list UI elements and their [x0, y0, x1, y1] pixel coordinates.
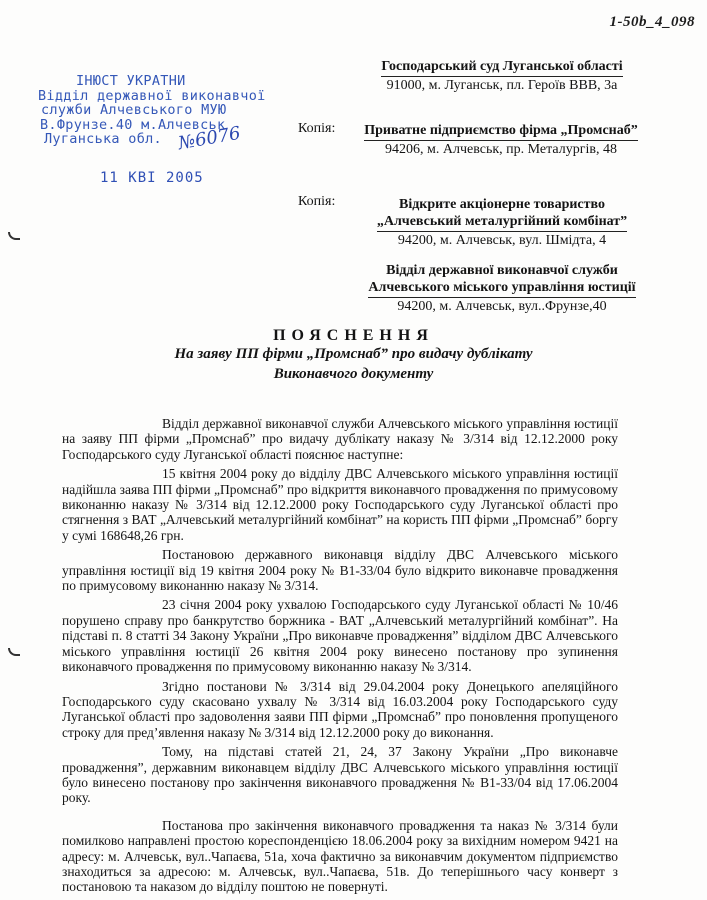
- stamp-date: 11 КВІ 2005: [100, 170, 204, 186]
- body-paragraph: Постановою державного виконавця відділу ДВС Алчевського міського управління юстиції від 19 квітня 2004 року № В1-33/04 було відкрито виконавче провадження по примусовому виконанню наказу № 3/314.: [62, 547, 618, 594]
- stamp-registration-number: №6076: [176, 122, 243, 155]
- stamp-line-3: служби Алчевського МУЮ: [41, 102, 227, 118]
- copy-label: Копія:: [298, 194, 336, 209]
- body-paragraph: Тому, на підставі статей 21, 24, 37 Закону України „Про виконавче провадження”, державним виконавцем відділу ДВС Алчевського міського управління юстиції було винесено постанову про закінчення виконавчого провадження № В1-33/04 від 17.06.2004 року.: [62, 744, 618, 806]
- copy-label: Копія:: [298, 121, 336, 136]
- document-subtitle: На заяву ПП фірми „Промснаб” про видачу дублікату: [174, 346, 533, 362]
- document-title: ПОЯСНЕННЯ: [273, 327, 434, 344]
- body-paragraph: 23 січня 2004 року ухвалою Господарського суду Луганської області № 10/46 порушено справу про банкрутство боржника - ВАТ „Алчевський металургійний комбінат”. На підставі п. 8 статті 34 Закону України „Про виконавче провадження” відділом ДВС Алчевського міського управління юстиції 26 квітня 2004 року винесено постанову про зупинення виконавчого провадження по примусовому виконанню наказу № 3/314.: [62, 597, 618, 675]
- recipient-address: 94200, м. Алчевськ, вул..Фрунзе,40: [397, 299, 607, 314]
- recipient-address: 94206, м. Алчевськ, пр. Металургів, 48: [385, 142, 617, 157]
- document-id: 1-50b_4_098: [609, 14, 695, 30]
- recipient-name: Приватне підприємство фірма „Промснаб”: [364, 122, 638, 141]
- recipient-name-line: Відділ державної виконавчої служби: [386, 263, 618, 278]
- document-body: [62, 416, 618, 899]
- recipient-promsnab: [348, 122, 654, 158]
- punch-hole-mark: [8, 232, 20, 240]
- stamp-line-4: В.Фрунзе.40 м.Алчевськ: [40, 116, 226, 133]
- recipient-amk: [352, 196, 652, 249]
- stamp-line-2: Відділ державної виконавчої: [38, 87, 266, 104]
- recipient-court: [352, 58, 652, 94]
- body-paragraph: 15 квітня 2004 року до відділу ДВС Алчевського міського управління юстиції надійшла заява ПП фірми „Промснаб” про відкриття виконавчого провадження по примусовому виконанню наказу № 3/314 від 12.12.2000 року Господарського суду Луганської області про стягнення з ВАТ „Алчевський металургійний комбінат” на користь ПП фірми „Промснаб” боргу у сумі 168648,26 грн.: [62, 466, 618, 543]
- stamp-line-5: Луганська обл.: [44, 131, 162, 147]
- recipient-name: Господарський суд Луганської області: [381, 58, 622, 77]
- body-paragraph: Згідно постанови № 3/314 від 29.04.2004 року Донецького апеляційного Господарського суду скасовано ухвалу № 3/314 від 16.03.2004 року Господарського суду Луганської області про задоволення заяви ПП фірми „Промснаб” про поновлення пропущеного строку для пред’явлення наказу № 3/314 від 12.12.2000 року до виконання.: [62, 678, 618, 740]
- stamp-line-1: ІНЮСТ УКРАТНИ: [76, 73, 186, 89]
- recipient-name-line: „Алчевський металургійний комбінат”: [377, 213, 627, 232]
- recipient-name-line: Алчевського міського управління юстиції: [368, 279, 635, 298]
- body-paragraph: Постанова про закінчення виконавчого провадження та наказ № 3/314 були помилково направлені простою кореспонденцією 18.06.2004 року за вихідним номером 9421 на адресу: м. Алчевськ, вул..Чапаєва, 51а, хоча фактично за виконавчим документом підприємство знаходиться за адресою: м. Алчевськ, вул..Чапаєва, 51в. До теперішнього часу конверт з постановою та наказом до відділу поштою не повернуті.: [62, 817, 618, 895]
- recipient-address: 94200, м. Алчевськ, вул. Шмідта, 4: [397, 233, 607, 248]
- recipient-dvs: [352, 262, 652, 315]
- recipient-address: 91000, м. Луганськ, пл. Героїв ВВВ, 3а: [386, 78, 618, 93]
- punch-hole-mark: [8, 648, 20, 656]
- body-paragraph: Відділ державної виконавчої служби Алчевського міського управління юстиції на заяву ПП фірми „Промснаб” про видачу дублікату наказу № 3/314 від 12.12.2000 року Господарського суду Луганської області пояснює наступне:: [62, 416, 618, 462]
- recipient-name-line: Відкрите акціонерне товариство: [398, 197, 605, 212]
- document-subtitle-2: Виконавчого документу: [273, 366, 434, 382]
